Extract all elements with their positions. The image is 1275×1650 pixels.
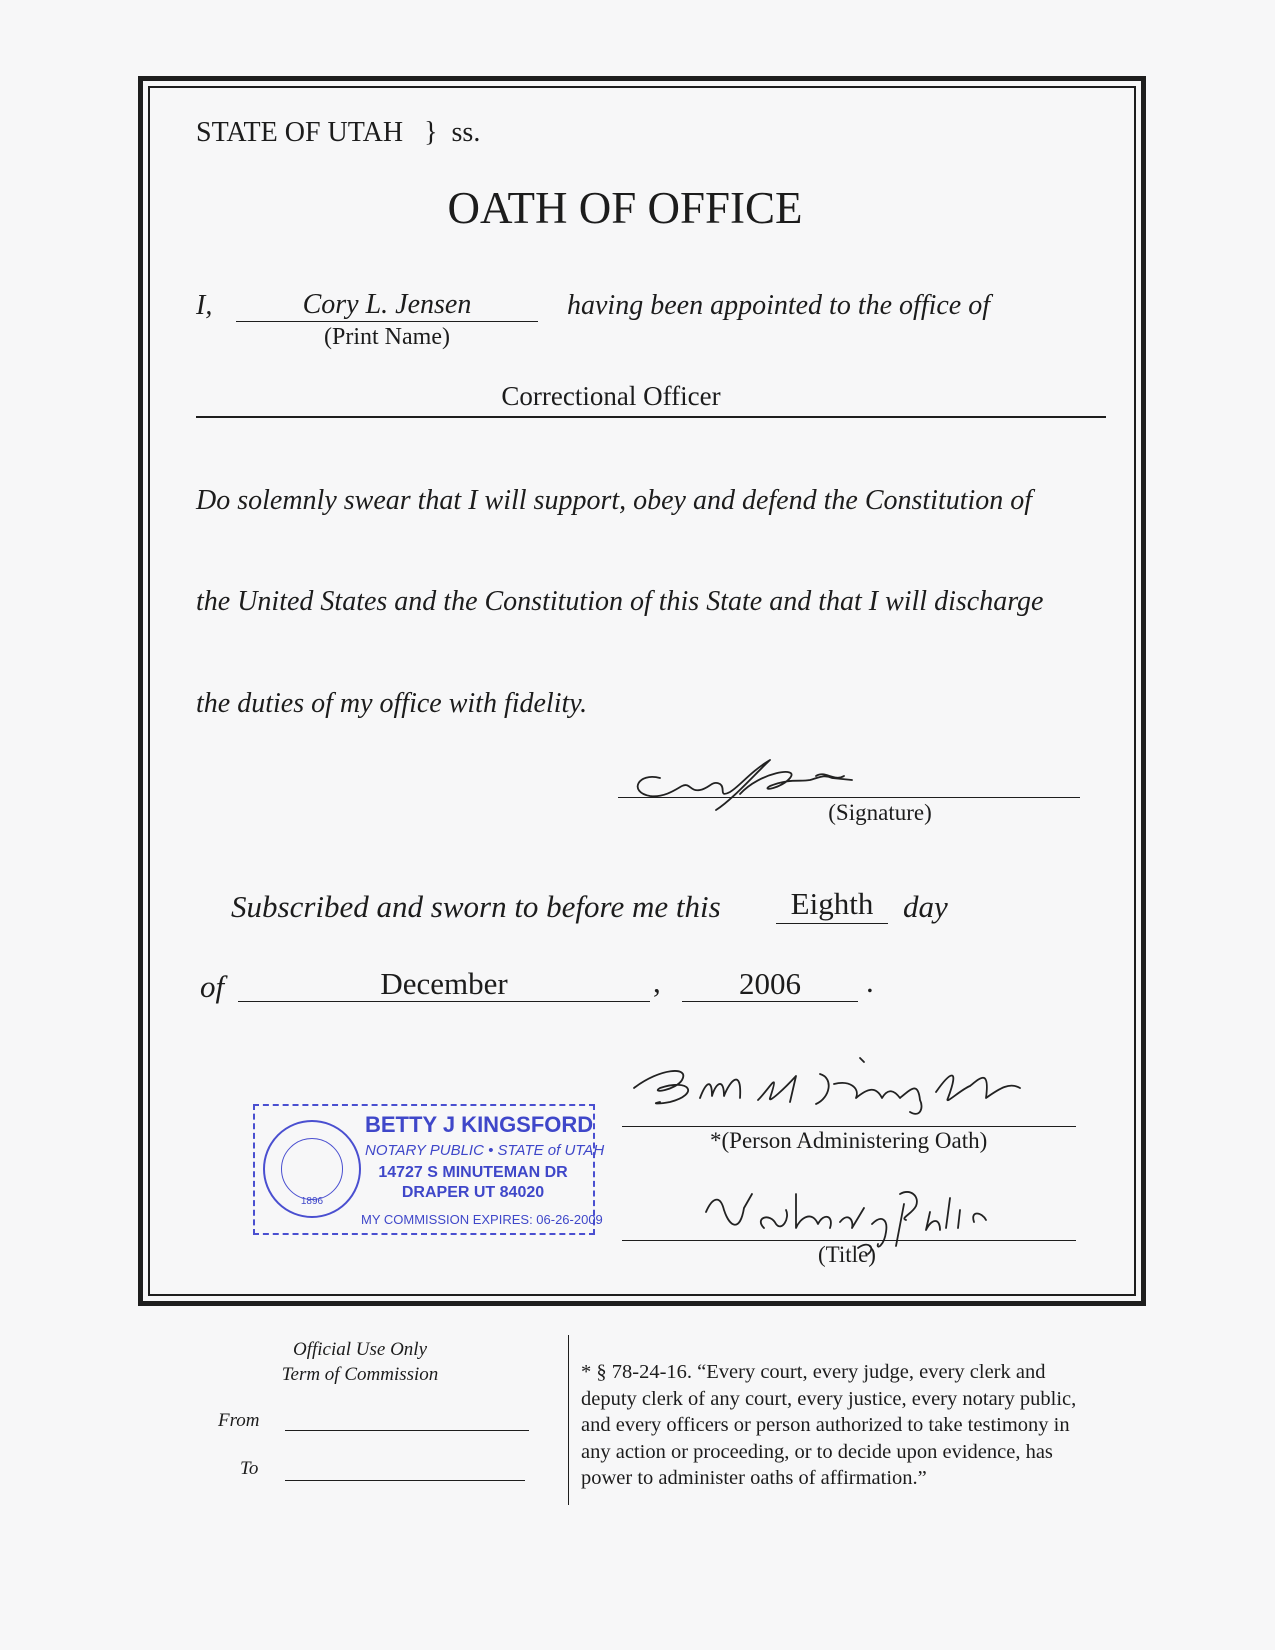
state-name: STATE OF UTAH: [196, 117, 404, 148]
document-title: OATH OF OFFICE: [447, 183, 803, 233]
venue-heading: [196, 117, 480, 149]
year-underline: [682, 1001, 858, 1002]
printed-name-field: Cory L. Jensen: [302, 289, 472, 320]
from-line: [285, 1430, 529, 1431]
venue-brace: }: [424, 117, 438, 148]
name-underline: [236, 321, 538, 322]
statute-line: any action or proceeding, or to decide upon evidence, has: [581, 1440, 1053, 1463]
stamp-name: BETTY J KINGSFORD: [365, 1112, 594, 1137]
statute-note: [581, 1359, 1141, 1492]
stamp-address-2: DRAPER UT 84020: [401, 1184, 545, 1201]
seal-year: 1896: [300, 1196, 324, 1207]
date-comma: ,: [653, 964, 661, 999]
utah-seal-icon: [263, 1120, 361, 1218]
to-label: To: [240, 1458, 259, 1479]
year-field: 2006: [739, 966, 801, 1001]
appointed-text: having been appointed to the office of: [567, 290, 991, 321]
month-field: December: [380, 966, 508, 1001]
administrator-caption: *(Person Administering Oath): [710, 1128, 988, 1153]
sworn-text: Subscribed and sworn to before me this: [231, 889, 721, 924]
statute-line: and every officers or person authorized to take testimony in: [581, 1414, 1070, 1436]
oath-line-2: the United States and the Constitution of this State and that I will discharge: [196, 586, 1044, 617]
official-use-heading: [260, 1337, 460, 1387]
footer-divider: [568, 1335, 569, 1505]
oath-line-1: Do solemnly swear that I will support, obey and defend the Constitution of: [196, 485, 1033, 516]
office-underline: [196, 416, 1106, 418]
title-line: [622, 1240, 1076, 1241]
day-field: Eighth: [790, 886, 874, 921]
to-line: [285, 1480, 525, 1481]
office-field: Correctional Officer: [501, 381, 721, 411]
signature-caption: (Signature): [828, 800, 932, 825]
title-caption: (Title): [818, 1242, 876, 1267]
day-word: day: [903, 889, 948, 924]
signature-line: [618, 797, 1080, 798]
title-handwritten: [700, 1188, 1080, 1258]
day-underline: [776, 923, 888, 924]
statute-line: * § 78-24-16. “Every court, every judge, every clerk and: [581, 1361, 1046, 1383]
i-label: I,: [196, 290, 213, 321]
term-of-commission-title: Term of Commission: [281, 1364, 439, 1385]
official-use-title: Official Use Only: [292, 1339, 428, 1360]
statute-line: deputy clerk of any court, every justice, every notary public,: [581, 1387, 1077, 1410]
of-word: of: [200, 969, 225, 1004]
stamp-expiration: MY COMMISSION EXPIRES: 06-26-2009: [361, 1212, 603, 1227]
print-name-caption: (Print Name): [324, 324, 450, 350]
month-underline: [238, 1001, 650, 1002]
oath-line-3: the duties of my office with fidelity.: [196, 688, 588, 719]
stamp-address-1: 14727 S MINUTEMAN DR: [378, 1164, 568, 1181]
date-period: .: [866, 964, 874, 999]
administrator-line: [622, 1126, 1076, 1127]
statute-line: power to administer oaths of affirmation.”: [581, 1467, 927, 1489]
stamp-role: NOTARY PUBLIC • STATE of UTAH: [365, 1142, 605, 1159]
ss-label: ss.: [451, 117, 481, 148]
from-label: From: [218, 1410, 260, 1431]
notary-stamp: [253, 1104, 605, 1235]
